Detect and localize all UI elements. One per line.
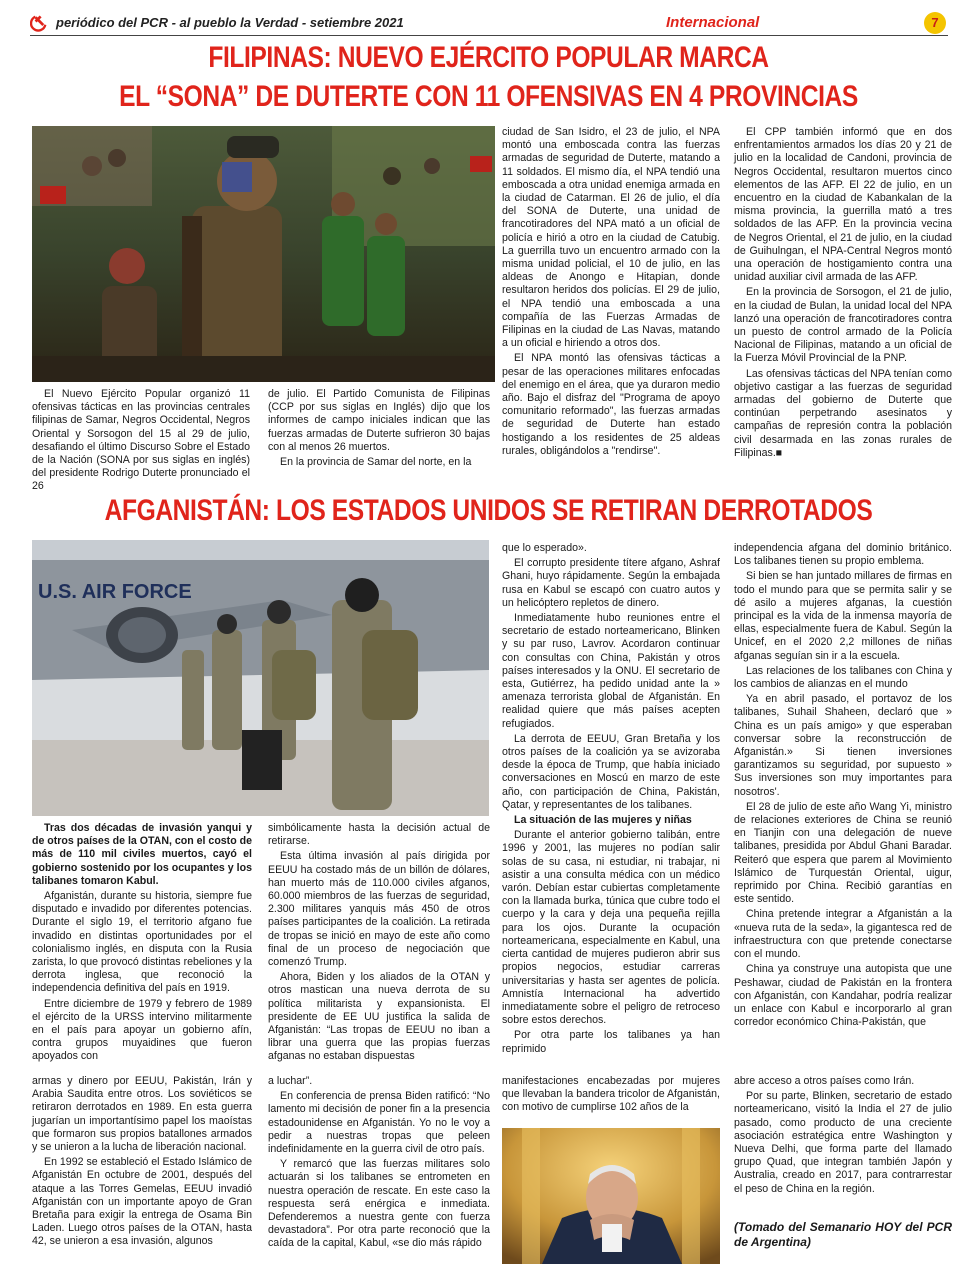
biden-photo [502,1128,720,1264]
paragraph: El corrupto presidente títere afgano, Ashraf Ghani, huyo rápidamente. Según la embajada rusa en Kabul se escapó con cuatro autos y un helicóptero repletos de dinero. [502,557,720,609]
paragraph: abre acceso a otros países como Irán. [734,1075,915,1087]
plane-lettering: U.S. AIR FORCE [38,581,192,603]
article2-column-3 [502,542,720,1058]
paragraph: Y remarcó que las fuerzas militares solo actuarán si los talibanes se entrometen en nuestra operación de rescate. En este caso la respuesta será enérgica e inmediata. Defenderemos a nuestra gente con fuerza devastadora”. Por otra parte reconoció que la caída de la capital, Kabul, «se dio más rápido [268,1158,490,1250]
paragraph: La derrota de EEUU, Gran Bretaña y los otros países de la coalición ya se avizoraba desde la época de Trump, que había iniciado conversaciones en Moscú en marzo de este año, con participación de China, Pakistán, Qatar, y representantes de los talibanes. [502,732,720,811]
paragraph: El 28 de julio de este año Wang Yi, ministro de relaciones exteriores de China se reunió en Tianjin con una delegación de nueve talibanes, presidida por Abdul Ghani Baradar. Reiteró que espera que parem al Movimiento Islámico de Turquestán Oriental, uigur, reprimido por China. Recibió garantías en este sentido. [734,800,952,906]
article1-column-3 [502,126,720,460]
paragraph: En la provincia de Samar del norte, en la [280,456,472,469]
page-header [30,14,948,36]
paragraph: Si bien se han juntado millares de firmas en todo el mundo para que se permita salir y se dé asilo a mujeres afganas, la cuestión principal es la vida de la inmensa mayoría de ellas, especialmente fuera de Kabul. Según la Unicef, en el 2020 2,2 millones de niñas afganas seguían sin ir a la escuela. [734,570,952,662]
paragraph: de julio. El Partido Comunista de Filipinas (CCP por sus siglas en Inglés) dijo que los informes de campo iniciales indican que las fuerzas armadas de Duterte sufrieron 30 bajas con al menos 26 muertos. [268,388,490,453]
paragraph: En conferencia de prensa Biden ratificó: “No lamento mi decisión de poner fin a la presencia estadounidense en Afganistán. Yo no le voy a pedir a nuestras tropas que peleen indefinidamente en la guerra civil de otro país. [268,1090,490,1156]
paragraph: En la provincia de Sorsogon, el 21 de julio, en la ciudad de Bulan, la unidad local del NPA lanzó una operación de francotiradores contra un puesto de control armado de la Policía Nacional de Filipinas, matando a un oficial de la Fuerza Móvil Provincial de la PNP. [734,286,952,365]
paragraph: Ya en abril pasado, el portavoz de los talibanes, Suhail Shaheen, declaró que » China es un país amigo» y que esperaban conversar sobre la reconstrucción de Afganistán.» Si tienen inversiones garantizamos su seguridad, por supuesto » Sus inversiones son muy importantes para nosotros'. [734,693,952,798]
paragraph: Ahora, Biden y los aliados de la OTAN y otros mastican una nueva derrota de su política militarista y expansionista. El presidente de EE UU justifica la salida de Afganistán: “Las tropas de EEUU no iban a librar una guerra que las propias fuerzas afganas no estaban dispuestas [268,971,490,1063]
paragraph: simbólicamente hasta la decisión actual de retirarse. [268,822,490,848]
paragraph: China pretende integrar a Afganistán a la «nueva ruta de la seda», la gigantesca red de infraestructura con que pretende conectarse con el mundo. [734,908,952,961]
paragraph: El NPA montó las ofensivas tácticas a pesar de las operaciones militares enfocadas del enemigo en el área, que ya duraron medio año. Bajo el disfraz del "Programa de apoyo comunitario reformado", las fuerzas armadas de seguridad de Duterte han estado hostigando a los residentes de 25 aldeas rurales, obligándolos a "rendirse". [502,352,720,457]
paragraph: En 1992 se estableció el Estado Islámico de Afganistán En octubre de 2001, después del ataque a las Torres Gemelas, EEUU invadió Afganistán con un importante apoyo de Gran Bretaña para exigir la entrega de Osama Bin Laden. Luego otros países de la OTAN, hasta 42, se unieron a esa invasión, algunos [32,1156,252,1248]
paragraph: armas y dinero por EEUU, Pakistán, Irán y Arabia Saudita entre otros. Los soviéticos se retiraron derrotados en 1989. En esta guerra jugarían un importantísimo papel los maoístas que formaron sus propios batallones armados y se unieron a la lucha de liberación nacional. [32,1075,252,1154]
paragraph: a luchar”. [268,1075,313,1087]
paragraph: Por otra parte los talibanes ya han reprimido [502,1029,720,1055]
article2-column-1-bottom [32,1075,252,1251]
paragraph: Las relaciones de los talibanes con China y los cambios de alianzas en el mundo [734,664,952,691]
article2-lead: Tras dos décadas de invasión yanqui y de otros países de la OTAN, con el costo de más de 110 mil civiles muertos, cayó el gobierno sostenido por los ocupantes y los talibanes tomaron Kabul. [32,822,252,887]
paragraph: Por su parte, Blinken, secretario de estado norteamericano, visitó la India el 27 de julio pasado, como producto de una creciente asociación estratégica entre Washington y Nueva Delhi, que forma parte del llamado grupo Quad, que integran también Japón y Australia, creado en 2017, para contrarrestar el peso de China en la región. [734,1090,952,1195]
publication-line: periódico del PCR - al pueblo la Verdad - setiembre 2021 [56,15,404,30]
paragraph: El Nuevo Ejército Popular organizó 11 ofensivas tácticas en las provincias centrales filipinas de Samar, Negros Occidental, Negros Oriental y Sorsogon del 15 al 29 de julio, desafiando el último Discurso Sobre el Estado de la Nación (SONA por sus siglas en inglés) del presidente Rodrigo Duterte pronunciado el 26 [32,388,250,493]
section-label: Internacional [666,14,760,31]
article1-column-1 [32,388,250,496]
air-force-photo [32,540,489,816]
guerrilla-photo [32,126,495,382]
paragraph: Las ofensivas tácticas del NPA tenían como objetivo castigar a las fuerzas de seguridad armadas del gobierno de Duterte que continúan perpetrando asesinatos y campañas de represión contra la población civil desarmada en las zonas rurales de Filipinas.■ [734,367,952,459]
article1-column-4 [734,126,952,462]
paragraph: Durante el anterior gobierno talibán, entre 1996 y 2001, las mujeres no podían salir solas de su casa, ni estudiar, ni trabajar, ni asistir a una consulta médica con un médico varón. Debían estar cubiertas completamente con la llamada burka, túnica que cubre todo el cuerpo y la cara y deja una pequeña rejilla para los ojos. Durante la ocupación norteamericana, especialmente en Kabul, una cierta cantidad de mujeres pudieron abrir sus propios negocios, estudiar carreras universitarias y hasta ser agentes de policía. Amnistía Internacional ha advertido inmediatamente sobre el peligro de retroceso sobre estos derechos. [502,829,720,1027]
paragraph: manifestaciones encabezadas por mujeres que llevaban la bandera tricolor de Afganistán, con motivo de cumplirse 102 años de la [502,1075,720,1114]
subheading: La situación de las mujeres y niñas [514,814,692,827]
article2-headline: AFGANISTÁN: LOS ESTADOS UNIDOS SE RETIRAN DERROTADOS [104,494,873,527]
paragraph: independencia afgana del dominio británico. Los talibanes tienen su propio emblema. [734,542,952,568]
article2-column-2-bottom [268,1075,490,1253]
paragraph: Esta última invasión al país dirigida por EEUU ha costado más de un billón de dólares, han muerto más de 110.000 civiles afganos, 60.000 miembros de las fuerzas de seguridad, 2.300 militares yanquis más 450 de otros países participantes de la coalición. La retirada de tropas se inició en mayo de este año como final de un proceso de negociación que comenzó Trump. [268,850,490,969]
paragraph: Entre diciembre de 1979 y febrero de 1989 el ejército de la URSS intervino militarmente en el país para apoyar un gobierno afín, contra grupos muyaidines que fueron apoyados con [32,997,252,1063]
page-number-badge: 7 [924,12,946,34]
paragraph: China ya construye una autopista que une Peshawar, ciudad de Pakistán en la frontera con Afganistán, con Kandahar, podría realizar un enlace con Kabul e incorporarlo al gran corredor económico China-Pakistán, que [734,963,952,1029]
article2-column-3-bottom [502,1075,720,1117]
article2-column-2 [268,822,490,1066]
article2-column-4 [734,542,952,1031]
paragraph: que lo esperado». [502,542,587,554]
article2-column-1 [32,822,252,1066]
article1-column-2 [268,388,490,471]
paragraph: ciudad de San Isidro, el 23 de julio, el NPA montó una emboscada contra las fuerzas armadas de seguridad de Duterte, matando a 11 soldados. El mismo día, el NPA tendió una emboscada a otra unidad enemiga armada en la ciudad de Catarman. El 26 de julio, el día del SONA de Duterte, una unidad de francotiradores del NPA mató a un oficial de policía e hirió a otro en la ciudad de Catubig. La guerrilla tuvo un encuentro armado con la misma unidad policial, el 10 de julio, en las aldeas de Anongo e Hitapian, donde resultaron heridos dos policías. El 29 de julio, el NPA tendió una emboscada a una compañía de las Fuerzas Armadas de Filipinas en la ciudad de Las Navas, matando a un oficial e hiriendo a otros dos. [502,126,720,350]
article2-column-4-bottom [734,1075,952,1198]
article1-headline-line2: EL “SONA” DE DUTERTE CON 11 OFENSIVAS EN 4 PROVINCIAS [119,80,858,113]
article1-headline-line1: FILIPINAS: NUEVO EJÉRCITO POPULAR MARCA [208,41,769,74]
paragraph: Afganistán, durante su historia, siempre fue disputado e invadido por diferentes potencias. Durante el siglo 19, el territorio afgano fue invadido en distintas oportunidades por el colonialismo inglés, en disputa con la Rusia zarista, lo que provocó distintas rebeliones y la derrota inglesa, que reconoció la independencia definitiva del país en 1919. [32,890,252,995]
hammer-sickle-icon [30,14,48,32]
paragraph: El CPP también informó que en dos enfrentamientos armados los días 20 y 21 de julio en la localidad de Candoni, provincia de Negros Occidental, resultaron muertos cinco elementos de las AFP. El 22 de julio, en un encuentro en la ciudad de Kabankalan de la misma provincia, la guerrilla mató a tres soldados de las AFP. En la provincia vecina de Negros Oriental, el 21 de julio, en la ciudad de Guihulngan, el NPA-Central Negros montó una operación de hostigamiento contra una unidad auxiliar civil armada de las AFP. [734,126,952,284]
source-credit: (Tomado del Semanario HOY del PCR de Argentina) [734,1220,952,1249]
paragraph: Inmediatamente hubo reuniones entre el secretario de estado norteamericano, Blinken y su par ruso, Lavrov. Acordaron continuar con consultas con China, Pakistán y otros países interesados y la ONU. El secretario de esta, Gutiérrez, ha pedido unidad ante la » amenaza terrorista global de Afganistán. En realidad quiere que más países acepten refugiados. [502,612,720,730]
